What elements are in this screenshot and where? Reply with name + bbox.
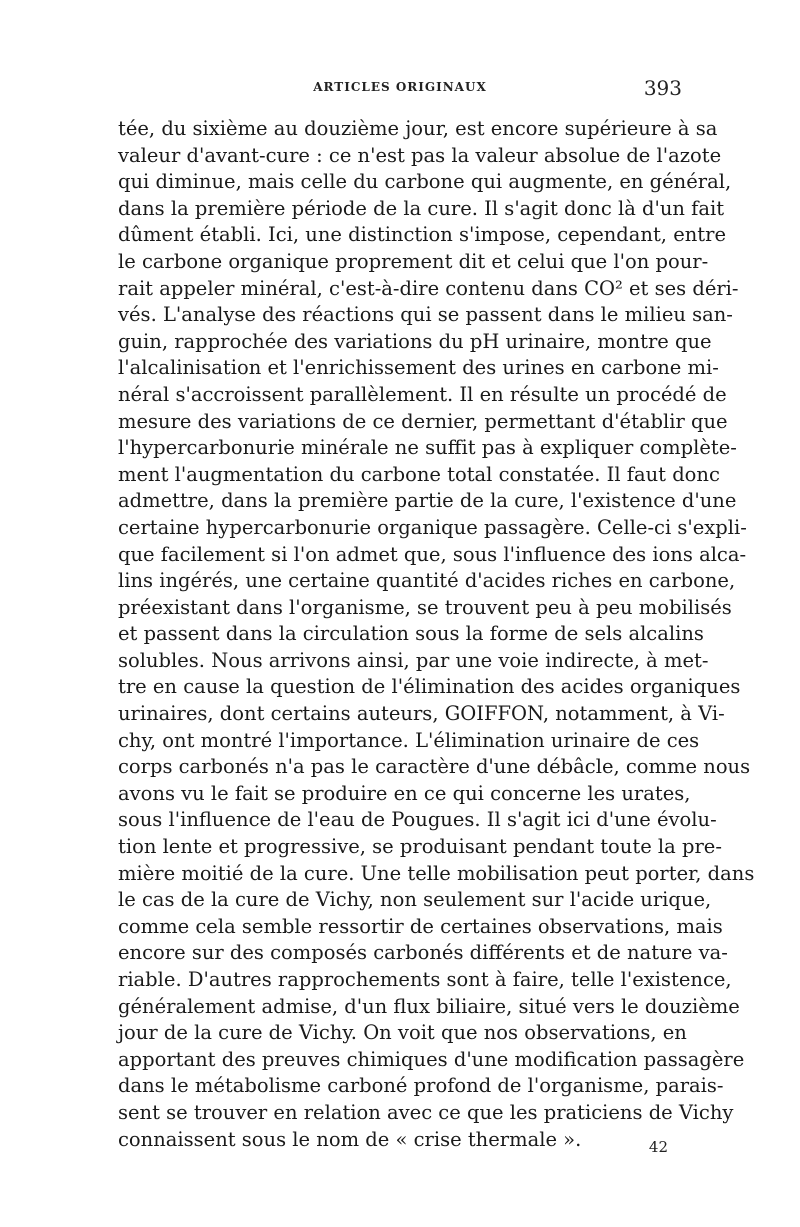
text-line: corps carbonés n'a pas le caractère d'une débâcle, comme nous <box>118 755 751 779</box>
text-line: chy, ont montré l'importance. L'élimination urinaire de ces <box>118 728 700 752</box>
text-line: avons vu le fait se produire en ce qui concerne les urates, <box>118 781 691 805</box>
text-line: jour de la cure de Vichy. On voit que nos observations, en <box>118 1021 687 1045</box>
text-line: rait appeler minéral, c'est-à-dire contenu dans CO² et ses déri- <box>118 276 739 300</box>
text-line: le cas de la cure de Vichy, non seulement sur l'acide urique, <box>118 888 712 912</box>
text-line: tre en cause la question de l'élimination des acides organiques <box>118 675 741 699</box>
running-title: ARTICLES ORIGINAUX <box>313 80 487 94</box>
running-head <box>0 76 800 100</box>
text-line: encore sur des composés carbonés différents et de nature va- <box>118 941 728 965</box>
text-line: sent se trouver en relation avec ce que les praticiens de Vichy <box>118 1100 734 1124</box>
text-line: dans la première période de la cure. Il s'agit donc là d'un fait <box>118 196 725 220</box>
text-line: sous l'influence de l'eau de Pougues. Il s'agit ici d'une évolu- <box>118 808 717 832</box>
text-line: vés. L'analyse des réactions qui se passent dans le milieu san- <box>118 303 733 327</box>
text-line: tion lente et progressive, se produisant pendant toute la pre- <box>118 835 722 859</box>
text-line: et passent dans la circulation sous la forme de sels alcalins <box>118 622 704 646</box>
body-text <box>118 116 755 1153</box>
text-line: dans le métabolisme carboné profond de l'organisme, parais- <box>118 1074 724 1098</box>
text-line: solubles. Nous arrivons ainsi, par une voie indirecte, à met- <box>118 648 709 672</box>
text-line: comme cela semble ressortir de certaines observations, mais <box>118 914 723 938</box>
text-line: l'hypercarbonurie minérale ne suffit pas à expliquer complète- <box>118 436 737 460</box>
text-line: lins ingérés, une certaine quantité d'acides riches en carbone, <box>118 569 736 593</box>
text-line: urinaires, dont certains auteurs, GOIFFON, notamment, à Vi- <box>118 702 725 726</box>
text-line: certaine hypercarbonurie organique passagère. Celle-ci s'expli- <box>118 515 747 539</box>
text-line: le carbone organique proprement dit et celui que l'on pour- <box>118 249 709 273</box>
text-line: apportant des preuves chimiques d'une modification passagère <box>118 1047 745 1071</box>
text-line: ment l'augmentation du carbone total constatée. Il faut donc <box>118 462 720 486</box>
text-line: tée, du sixième au douzième jour, est encore supérieure à sa <box>118 117 718 140</box>
text-line: que facilement si l'on admet que, sous l'influence des ions alca- <box>118 542 747 566</box>
text-line: admettre, dans la première partie de la cure, l'existence d'une <box>118 489 737 513</box>
text-line: l'alcalinisation et l'enrichissement des urines en carbone mi- <box>118 356 719 380</box>
text-line: préexistant dans l'organisme, se trouvent peu à peu mobilisés <box>118 595 732 619</box>
text-line: riable. D'autres rapprochements sont à faire, telle l'existence, <box>118 968 732 991</box>
text-line: valeur d'avant-cure : ce n'est pas la valeur absolue de l'azote <box>118 143 722 167</box>
text-line: guin, rapprochée des variations du pH urinaire, montre que <box>118 329 712 353</box>
text-line: mière moitié de la cure. Une telle mobilisation peut porter, dans <box>118 861 755 885</box>
page-number: 393 <box>643 76 682 100</box>
text-line: mesure des variations de ce dernier, permettant d'établir que <box>118 409 728 433</box>
text-line: généralement admise, d'un flux biliaire, situé vers le douzième <box>118 994 740 1018</box>
folio-signature: 42 <box>648 1138 668 1156</box>
text-line: connaissent sous le nom de « crise thermale ». <box>118 1127 582 1151</box>
text-line: néral s'accroissent parallèlement. Il en résulte un procédé de <box>118 382 727 406</box>
text-line: qui diminue, mais celle du carbone qui augmente, en général, <box>118 170 732 194</box>
text-line: dûment établi. Ici, une distinction s'impose, cependant, entre <box>118 223 726 247</box>
